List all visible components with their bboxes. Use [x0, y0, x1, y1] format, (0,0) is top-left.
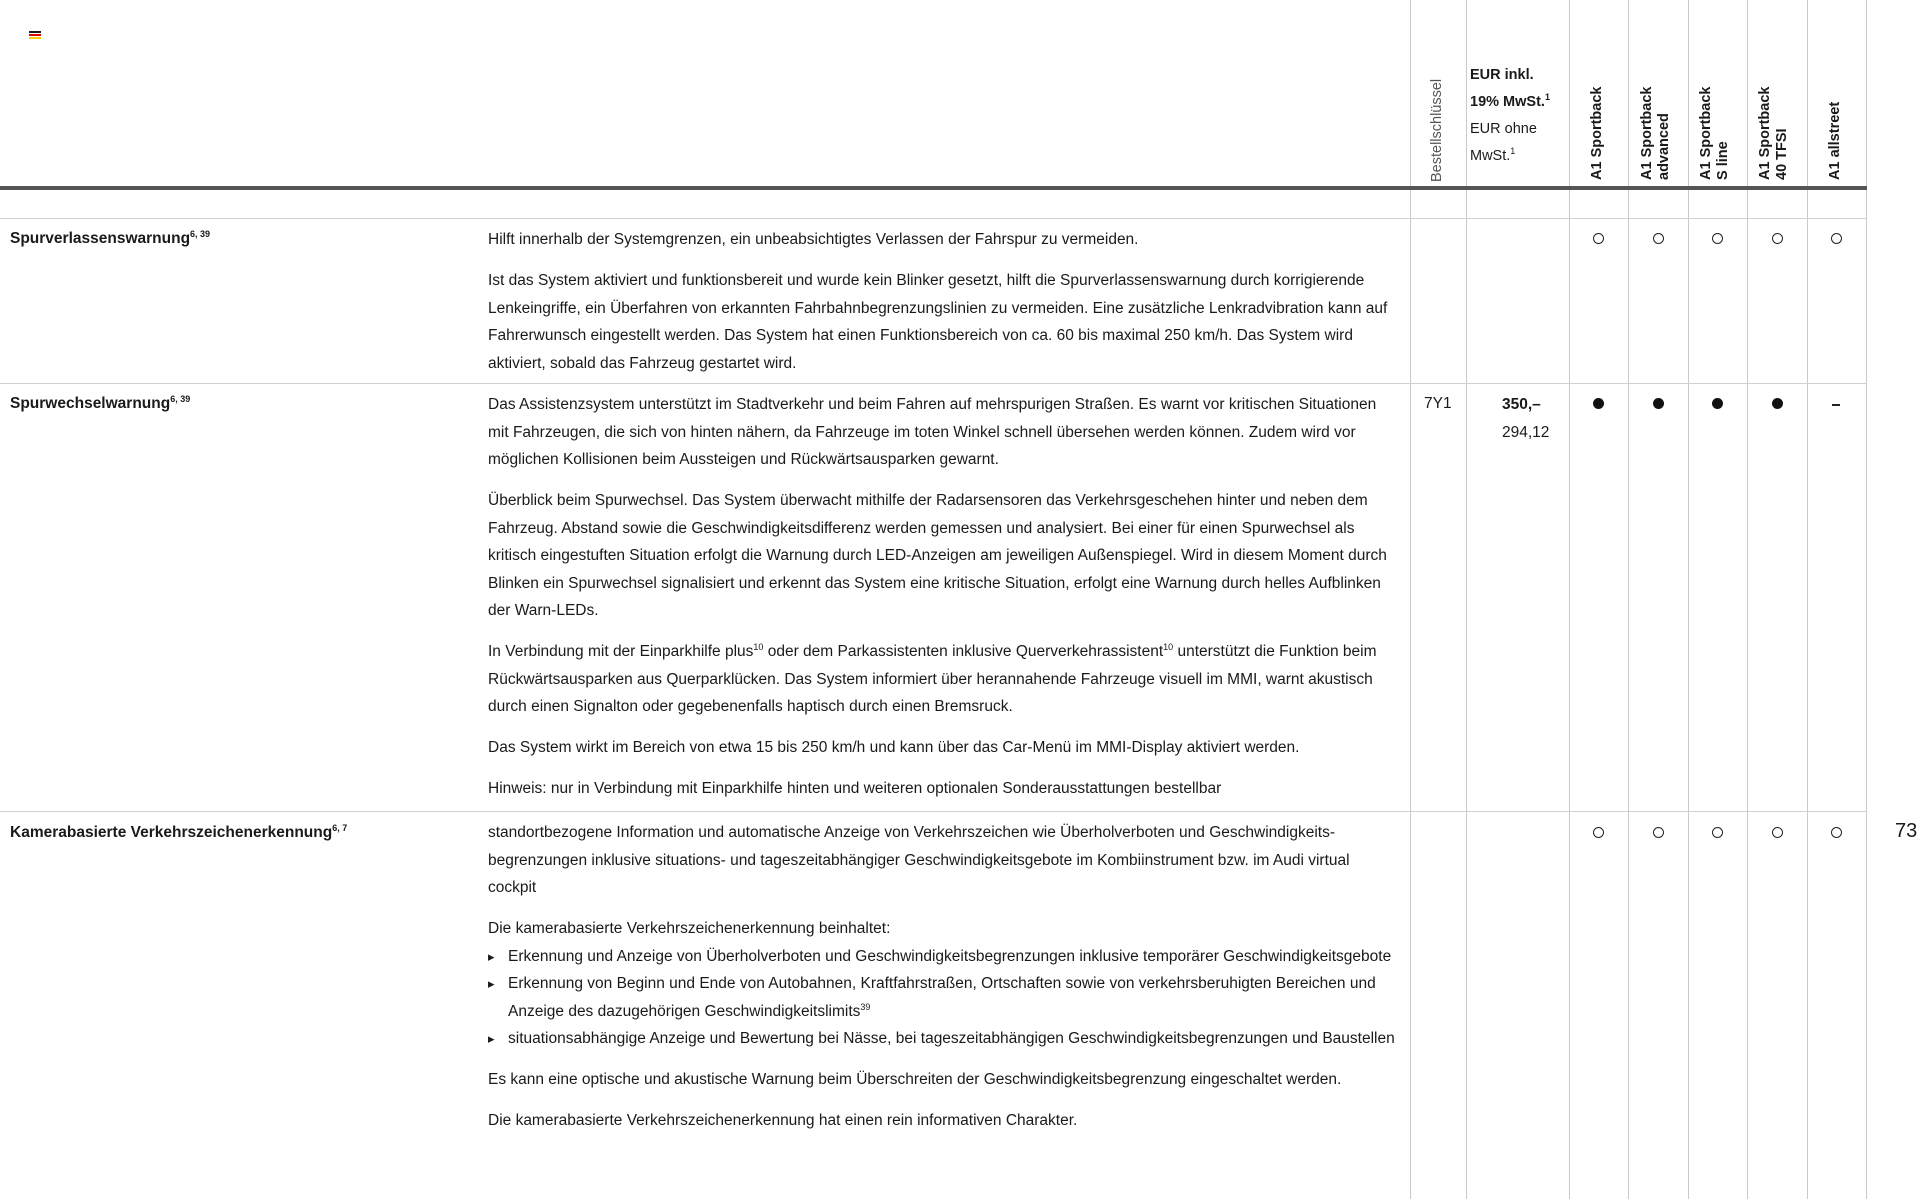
language-flag-icon[interactable] — [29, 31, 41, 41]
availability-optional — [1828, 826, 1844, 842]
availability-optional — [1650, 826, 1666, 842]
feature-description: standortbezogene Information und automatische Anzeige von Verkehrszeichen wie Überholverboten und Geschwindigkeitsbegrenzungen inklusive situations- und tageszeitabhängiger Geschwindigkeitsgebote im Kombiinstrument bzw. im Audi virtual cockpit Die kamerabasierte Verkehrszeichenerkennung beinhaltet: ▸ Erkennung und Anzeige von Überholverboten und Geschwindigkeitsbegrenzungen inklusive temporärer Geschwindigkeitsgebote ▸ Erkennung von Beginn und Ende von Autobahnen, Kraftfahrstraßen, Ortschaften sowie von verkehrsberuhigten Bereichen und Anzeige des dazugehörigen Geschwindigkeitslimits$^{39}$ ▸ situationsabhängige Anzeige und Bewertung bei Nässe, bei tageszeitabhängigen Geschwindigkeitsbegrenzungen und Baustellen Es kann eine optische und akustische Warnung beim Überschreiten der Geschwindigkeitsbegrenzung eingeschaltet werden. Die kamerabasierte Verkehrszeichenerkennung hat einen rein informativen Charakter. — [488, 819, 1400, 1148]
availability-optional — [1769, 232, 1785, 248]
availability-optional — [1709, 232, 1725, 248]
availability-standard — [1769, 397, 1785, 413]
availability-standard — [1590, 397, 1606, 413]
order-code: 7Y1 — [1424, 395, 1452, 412]
row-divider — [0, 383, 1867, 384]
availability-not-available — [1828, 397, 1844, 413]
column-divider — [1688, 0, 1689, 1199]
header-model-allstreet: A1 allstreet — [1827, 101, 1843, 180]
feature-name: Spurverlassenswarnung$^{6, 39}$ — [10, 228, 211, 247]
feature-name: Kamerabasierte Verkehrszeichenerkennung$^{6, 7}$ — [10, 822, 348, 841]
header-rule-thin — [0, 218, 1867, 219]
header-price: EUR inkl. 19% MwSt.$^1$ EUR ohne MwSt.$^1$ — [1470, 67, 1550, 164]
availability-optional — [1828, 232, 1844, 248]
feature-description: Das Assistenzsystem unterstützt im Stadtverkehr und beim Fahren auf mehrspurigen Straßen. Es warnt vor kritischen Situationen mit Fahrzeugen, die sich von hinten nähern, da Fahrzeuge im toten Winkel schnell übersehen werden können. Zudem wird vor möglichen Kollisionen beim Aussteigen und Rückwärtsausparken gewarnt. Überblick beim Spurwechsel. Das System überwacht mithilfe der Radarsensoren das Verkehrsgeschehen hinter und neben dem Fahrzeug. Abstand sowie die Geschwindigkeitsdifferenz werden gemessen und analysiert. Bei einer für einen Spurwechsel als kritisch eingestuften Situation erfolgt die Warnung durch LED-Anzeigen am jeweiligen Außenspiegel. Wird in diesem Moment durch Blinken ein Spurwechsel signalisiert und erkennt das System eine kritische Situation, erfolgt eine Warnung durch helles Aufblinken der Warn-LEDs. In Verbindung mit der Einparkhilfe plus$^{10}$ oder dem Parkassistenten inklusive Querverkehrassistent$^{10}$ unterstützt die Funktion beim Rückwärtsausparken aus Querparklücken. Das System informiert über herannahende Fahrzeuge visuell im MMI, warnt akustisch durch einen Signalton oder gegebenenfalls haptisch durch einen Bremsruck. Das System wirkt im Bereich von etwa 15 bis 250 km/h und kann über das Car-Menü im MMI-Display aktiviert werden. Hinweis: nur in Verbindung mit Einparkhilfe hinten und weiteren optionalen Sonderausstattungen bestellbar — [488, 396, 1387, 797]
header-model-s-line: A1 Sportback S line — [1698, 86, 1731, 180]
column-divider — [1569, 0, 1570, 1199]
row-divider — [0, 811, 1867, 812]
column-divider — [1807, 0, 1808, 1199]
header-model-a1-sportback: A1 Sportback — [1589, 86, 1605, 180]
availability-standard — [1709, 397, 1725, 413]
header-order-key: Bestellschlüssel — [1429, 78, 1445, 182]
feature-description: Hilft innerhalb der Systemgrenzen, ein unbeabsichtigtes Verlassen der Fahrspur zu vermeiden. Ist das System aktiviert und funktionsbereit und wurde kein Blinker gesetzt, hilft die Spurverlassenswarnung durch korrigierende Lenkeingriffe, ein Überfahren von erkannten Fahrbahnbegrenzungslinien zu vermeiden. Eine zusätzliche Lenkradvibration kann auf Fahrerwunsch eingestellt werden. Das System hat einen Funktionsbereich von ca. 60 bis maximal 250 km/h. Das System wird aktiviert, sobald das Fahrzeug gestartet wird. — [488, 231, 1388, 372]
availability-optional — [1590, 232, 1606, 248]
column-divider — [1628, 0, 1629, 1199]
availability-optional — [1709, 826, 1725, 842]
column-divider — [1866, 0, 1867, 1199]
availability-optional — [1590, 826, 1606, 842]
column-divider — [1747, 0, 1748, 1199]
header-rule — [0, 186, 1867, 190]
feature-name: Spurwechselwarnung$^{6, 39}$ — [10, 393, 191, 412]
availability-optional — [1650, 232, 1666, 248]
column-divider — [1410, 0, 1411, 1199]
availability-optional — [1769, 826, 1785, 842]
column-divider — [1466, 0, 1467, 1199]
availability-standard — [1650, 397, 1666, 413]
price: 350,– 294,12 — [1502, 396, 1550, 441]
header-model-advanced: A1 Sportback advanced — [1639, 86, 1672, 180]
header-model-40-tfsi: A1 Sportback 40 TFSI — [1757, 86, 1790, 180]
page-number: 73 — [1895, 820, 1918, 842]
